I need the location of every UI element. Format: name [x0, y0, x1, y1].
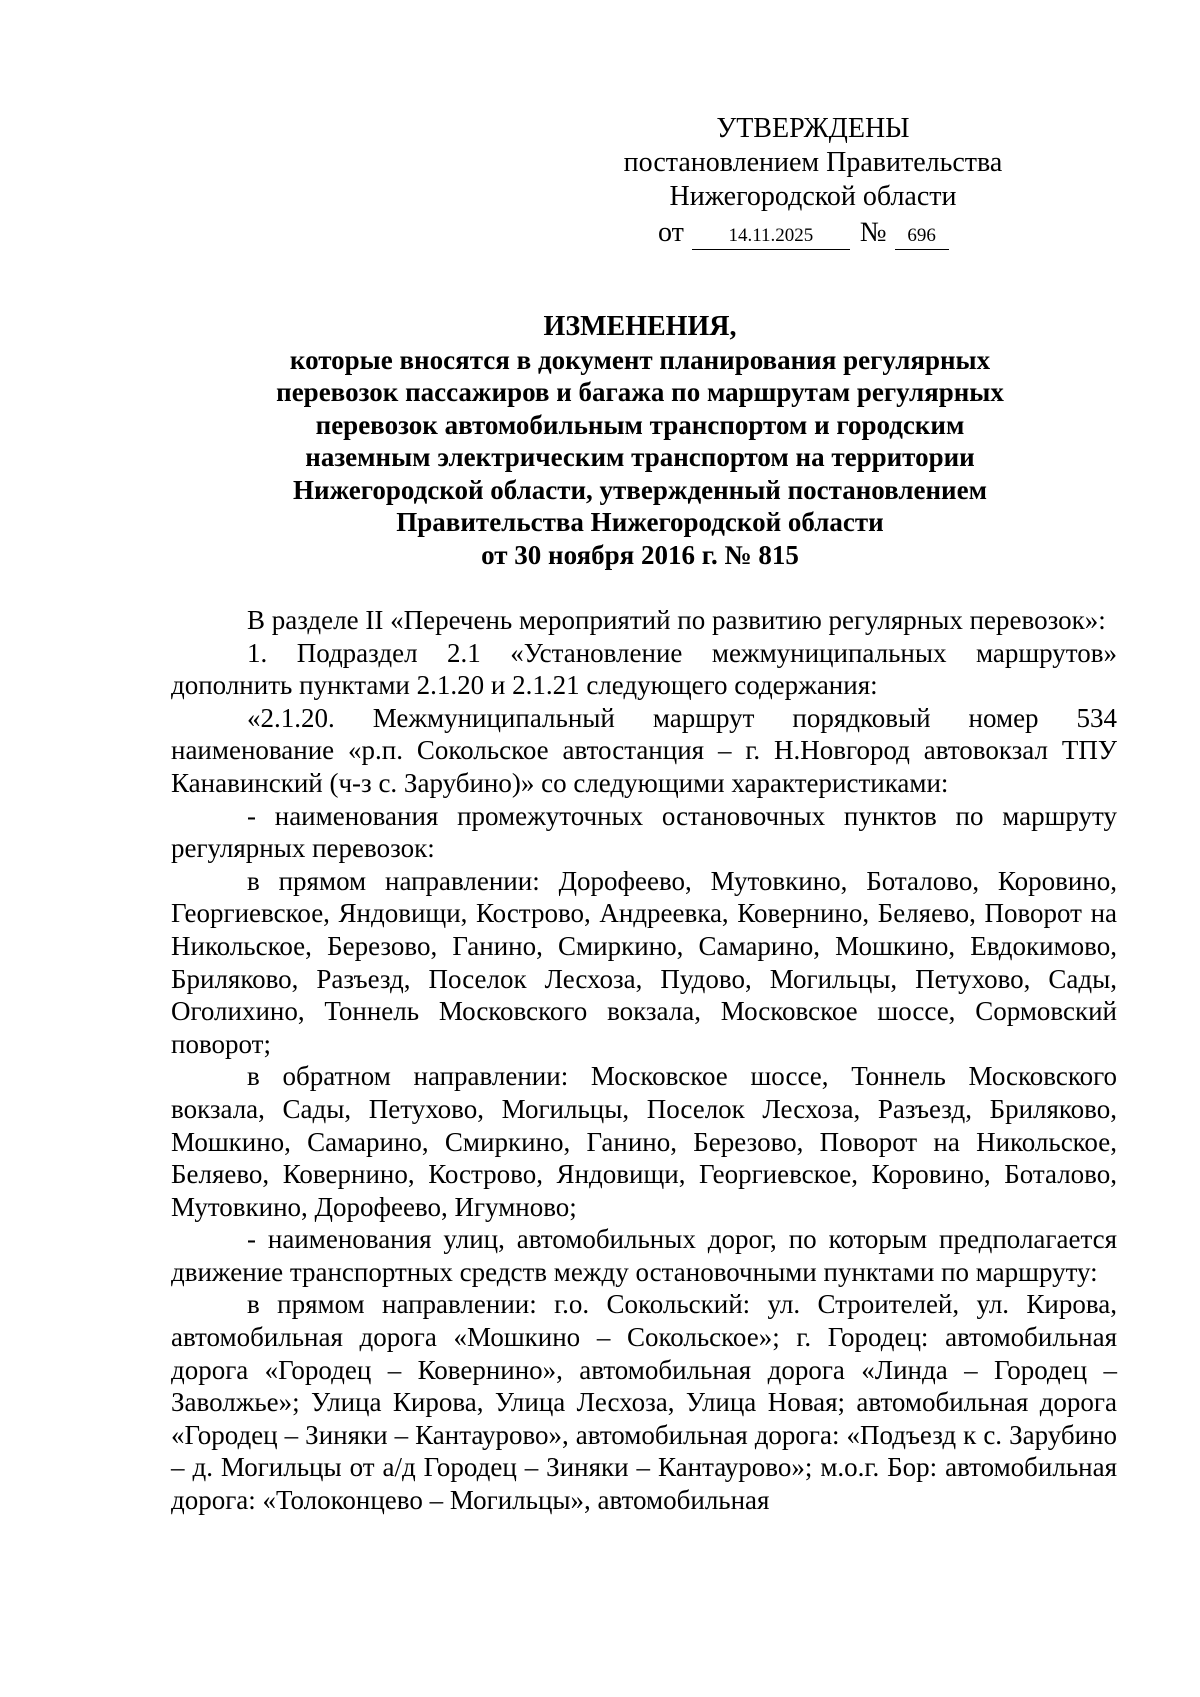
decree-date: 14.11.2025	[692, 223, 850, 250]
title-line: перевозок автомобильным транспортом и городским	[315, 409, 965, 440]
region-label: Нижегородской области	[669, 181, 957, 212]
document-body	[171, 604, 1117, 1517]
title-line: наземным электрическим транспортом на территории	[305, 442, 975, 472]
body-paragraph: в прямом направлении: г.о. Сокольский: ул. Строителей, ул. Кирова, автомобильная дорога «Мошкино – Сокольское»; г. Городец: автомобильная дорога «Городец – Ковернино», автомобильная дорога «Линда – Городец – Заволжье»; Улица Кирова, Улица Лесхоза, Улица Новая; автомобильная дорога «Городец – Зиняки – Кантаурово», автомобильная дорога: «Подъезд к с. Зарубино – д. Могильцы от а/д Городец – Зиняки – Кантаурово»; м.о.г. Бор: автомобильная дорога: «Толоконцево – Могильцы», автомобильная	[171, 1289, 1117, 1516]
title-line: от 30 ноября 2016 г. № 815	[481, 539, 799, 570]
body-paragraph: В разделе II «Перечень мероприятий по развитию регулярных перевозок»:	[247, 605, 1106, 635]
number-sign: №	[859, 217, 887, 248]
title-line: Нижегородской области, утвержденный постановлением	[293, 474, 987, 505]
document-title	[170, 311, 1110, 571]
approved-label: УТВЕРЖДЕНЫ	[716, 113, 910, 144]
body-paragraph: - наименования улиц, автомобильных дорог, по которым предполагается движение транспортных средств между остановочными пунктами по маршруту:	[171, 1224, 1117, 1287]
body-paragraph: - наименования промежуточных остановочных пунктов по маршруту регулярных перевозок:	[171, 800, 1117, 864]
decree-label: постановлением Правительства	[623, 147, 1003, 178]
decree-number: 696	[895, 223, 949, 250]
title-line: которые вносятся в документ планирования регулярных	[289, 344, 991, 375]
body-paragraph: «2.1.20. Межмуниципальный маршрут порядковый номер 534 наименование «р.п. Сокольское автостанция – г. Н.Новгород автовокзал ТПУ Канавинский (ч-з с. Зарубино)» со следующими характеристиками:	[171, 702, 1117, 798]
title-line: Правительства Нижегородской области	[396, 507, 884, 537]
title-heading: ИЗМЕНЕНИЯ,	[543, 311, 737, 342]
title-line: перевозок пассажиров и багажа по маршрутам регулярных	[276, 377, 1004, 407]
date-number-line	[613, 216, 1013, 250]
date-prefix: от	[658, 217, 684, 248]
approval-stamp	[613, 112, 1013, 250]
body-paragraph: в прямом направлении: Дорофеево, Мутовкино, Боталово, Коровино, Георгиевское, Яндовищи, Кострово, Андреевка, Ковернино, Беляево, Поворот на Никольское, Березово, Ганино, Смиркино, Самарино, Мошкино, Евдокимово, Бриляково, Разъезд, Поселок Лесхоза, Пудово, Могильцы, Петухово, Сады, Оголихино, Тоннель Московского вокзала, Московское шоссе, Сормовский поворот;	[171, 865, 1117, 1059]
body-paragraph: 1. Подраздел 2.1 «Установление межмуниципальных маршрутов» дополнить пунктами 2.1.20 и 2.1.21 следующего содержания:	[171, 637, 1117, 701]
body-paragraph: в обратном направлении: Московское шоссе, Тоннель Московского вокзала, Сады, Петухово, Могильцы, Поселок Лесхоза, Разъезд, Бриляково, Мошкино, Самарино, Смиркино, Ганино, Березово, Поворот на Никольское, Беляево, Ковернино, Кострово, Яндовищи, Георгиевское, Коровино, Боталово, Мутовкино, Дорофеево, Игумново;	[171, 1061, 1117, 1222]
